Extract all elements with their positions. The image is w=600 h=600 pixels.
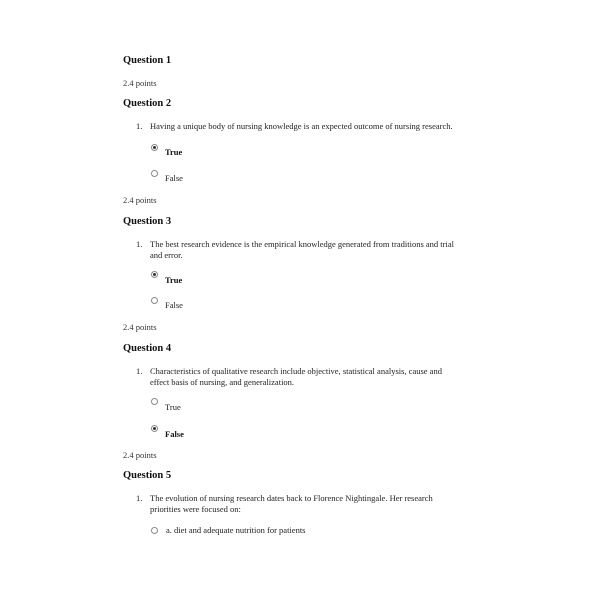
question-4-text-line-2: effect basis of nursing, and generalization.	[150, 377, 295, 387]
question-3-option-false-label: False	[165, 300, 183, 310]
question-3-number: 1.	[136, 239, 143, 249]
question-4-text-line-1: Characteristics of qualitative research include objective, statistical analysis, cause and	[150, 366, 442, 376]
question-2-option-false-label: False	[165, 173, 183, 183]
question-3-option-true-label: True	[165, 275, 183, 285]
question-3-points: 2.4 points	[123, 322, 157, 332]
question-5-text-line-1: The evolution of nursing research dates back to Florence Nightingale. Her research	[150, 493, 433, 503]
question-3-text-line-1: The best research evidence is the empirical knowledge generated from traditions and trial	[150, 239, 454, 249]
question-5-option-a-label: a. diet and adequate nutrition for patients	[166, 525, 306, 535]
question-5-text-line-2: priorities were focused on:	[150, 504, 241, 514]
question-4-option-false-label: False	[165, 429, 184, 439]
question-2-option-false-radio[interactable]	[151, 170, 158, 177]
question-2-text: Having a unique body of nursing knowledge is an expected outcome of nursing research.	[150, 121, 453, 131]
question-2-option-true-radio[interactable]	[151, 144, 158, 151]
question-3-option-false-radio[interactable]	[151, 297, 158, 304]
question-2-option-true-label: True	[165, 147, 183, 157]
question-2-title: Question 2	[123, 98, 172, 109]
question-2-points: 2.4 points	[123, 195, 157, 205]
question-3-option-true-radio[interactable]	[151, 271, 158, 278]
question-4-title: Question 4	[123, 343, 172, 354]
question-5-number: 1.	[136, 493, 143, 503]
question-4-option-true-radio[interactable]	[151, 398, 158, 405]
question-4-option-false-radio[interactable]	[151, 425, 158, 432]
question-1-points: 2.4 points	[123, 78, 157, 88]
question-5-title: Question 5	[123, 470, 172, 481]
question-4-number: 1.	[136, 366, 143, 376]
question-5-option-a-radio[interactable]	[151, 527, 158, 534]
question-3-text-line-2: and error.	[150, 250, 183, 260]
question-2-number: 1.	[136, 121, 143, 131]
question-1-title: Question 1	[123, 55, 172, 66]
question-3-title: Question 3	[123, 216, 172, 227]
question-4-option-true-label: True	[165, 402, 181, 412]
question-4-points: 2.4 points	[123, 450, 157, 460]
